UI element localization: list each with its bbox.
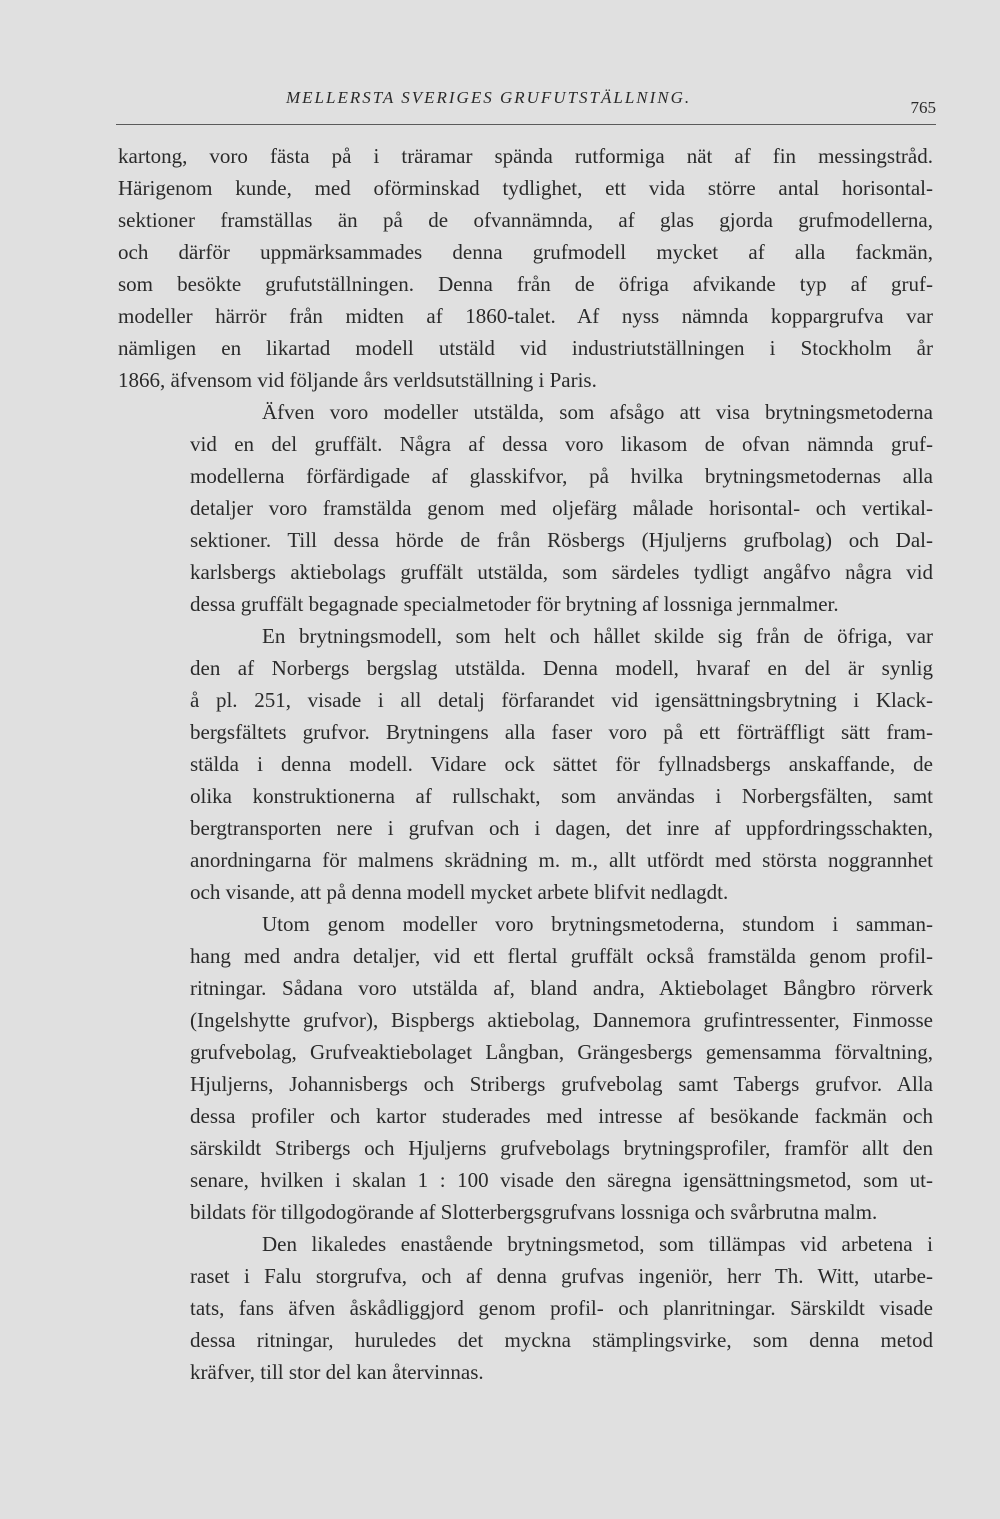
- text-line: som besökte grufutställningen. Denna från de öfriga afvikande typ af gruf-: [118, 272, 933, 296]
- running-title: MELLERSTA SVERIGES GRUFUTSTÄLLNING.: [286, 88, 692, 107]
- text-line: Den likaledes enastående brytningsmetod, som tillämpas vid arbetena i: [262, 1232, 933, 1256]
- text-line: ritningar. Sådana voro utstälda af, bland andra, Aktiebolaget Bångbro rörverk: [190, 976, 933, 1000]
- text-line: och visande, att på denna modell mycket arbete blifvit nedlagdt.: [190, 880, 729, 904]
- paragraph: [118, 140, 933, 396]
- text-line: En brytningsmodell, som helt och hållet skilde sig från de öfriga, var: [262, 624, 933, 648]
- paragraph: [118, 620, 933, 908]
- text-line: och därför uppmärksammades denna grufmodell mycket af alla fackmän,: [118, 240, 933, 264]
- paragraph: [118, 908, 933, 1228]
- text-line: kräfver, till stor del kan återvinnas.: [190, 1360, 484, 1384]
- text-line: Härigenom kunde, med oförminskad tydlighet, ett vida större antal horisontal-: [118, 176, 933, 200]
- paragraph: [118, 396, 933, 620]
- text-line: bergsfältets grufvor. Brytningens alla faser voro på ett förträffligt sätt fram-: [190, 720, 933, 744]
- text-line: å pl. 251, visade i all detalj förfarandet vid igensättningsbrytning i Klack-: [190, 688, 933, 712]
- text-line: Äfven voro modeller utstälda, som afsågo att visa brytningsmetoderna: [262, 400, 933, 424]
- text-line: nämligen en likartad modell utstäld vid industriutställningen i Stockholm år: [118, 336, 933, 360]
- text-line: hang med andra detaljer, vid ett flertal gruffält också framstälda genom profil-: [190, 944, 933, 968]
- text-line: 1866, äfvensom vid följande års verldsutställning i Paris.: [118, 368, 597, 392]
- text-line: detaljer voro framstälda genom med oljefärg målade horisontal- och vertikal-: [190, 496, 933, 520]
- text-line: modeller härrör från midten af 1860-talet. Af nyss nämnda koppargrufva var: [118, 304, 933, 328]
- text-line: raset i Falu storgrufva, och af denna grufvas ingeniör, herr Th. Witt, utarbe-: [190, 1264, 933, 1288]
- text-line: bildats för tillgodogörande af Slotterbergsgrufvans lossniga och svårbrutna malm.: [190, 1200, 878, 1224]
- text-line: dessa gruffält begagnade specialmetoder för brytning af lossniga jernmalmer.: [190, 592, 839, 616]
- text-line: grufvebolag, Grufveaktiebolaget Långban, Grängesbergs gemensamma förvaltning,: [190, 1040, 933, 1064]
- text-line: tats, fans äfven åskådliggjord genom profil- och planritningar. Särskildt visade: [190, 1296, 933, 1320]
- body-text: [118, 140, 933, 1388]
- text-line: bergtransporten nere i grufvan och i dagen, det inre af uppfordringsschakten,: [190, 816, 933, 840]
- text-line: karlsbergs aktiebolags gruffält utstälda, som särdeles tydligt angåfvo några vid: [190, 560, 933, 584]
- text-line: kartong, voro fästa på i träramar spända rutformiga nät af fin messingstråd.: [118, 144, 933, 168]
- paragraph: [118, 1228, 933, 1388]
- text-line: anordningarna för malmens skrädning m. m., allt utfördt med största noggrannhet: [190, 848, 933, 872]
- text-line: olika konstruktionerna af rullschakt, som användas i Norbergsfälten, samt: [190, 784, 933, 808]
- text-line: senare, hvilken i skalan 1 : 100 visade den säregna igensättningsmetod, som ut-: [190, 1168, 933, 1192]
- text-line: vid en del gruffält. Några af dessa voro likasom de ofvan nämnda gruf-: [190, 432, 933, 456]
- text-line: stälda i denna modell. Vidare ock sättet för fyllnadsbergs anskaffande, de: [190, 752, 933, 776]
- page-number: 765: [910, 98, 936, 117]
- text-line: Utom genom modeller voro brytningsmetoderna, stundom i samman-: [262, 912, 933, 936]
- text-line: dessa ritningar, huruledes det myckna stämplingsvirke, som denna metod: [190, 1328, 933, 1352]
- text-line: särskildt Stribergs och Hjuljerns grufvebolags brytningsprofiler, framför allt den: [190, 1136, 933, 1160]
- text-line: Hjuljerns, Johannisbergs och Stribergs grufvebolag samt Tabergs grufvor. Alla: [190, 1072, 933, 1096]
- text-line: sektioner. Till dessa hörde de från Rösbergs (Hjuljerns grufbolag) och Dal-: [190, 528, 933, 552]
- text-line: (Ingelshytte grufvor), Bispbergs aktiebolag, Dannemora grufintressenter, Finmosse: [190, 1008, 933, 1032]
- text-line: sektioner framställas än på de ofvannämnda, af glas gjorda grufmodellerna,: [118, 208, 933, 232]
- page-header: [116, 84, 936, 125]
- text-line: dessa profiler och kartor studerades med intresse af besökande fackmän och: [190, 1104, 933, 1128]
- text-line: modellerna förfärdigade af glasskifvor, på hvilka brytningsmetodernas alla: [190, 464, 933, 488]
- text-line: den af Norbergs bergslag utstälda. Denna modell, hvaraf en del är synlig: [190, 656, 933, 680]
